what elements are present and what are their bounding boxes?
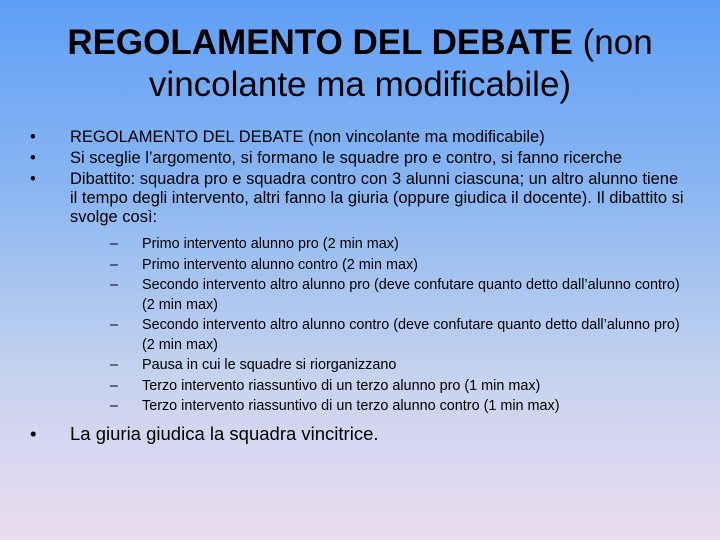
sub-list xyxy=(70,235,690,417)
title-rest: (non vincolante ma modificabile) xyxy=(148,23,653,104)
slide-content xyxy=(30,128,690,447)
dash-icon: – xyxy=(110,236,119,252)
sub-item-text: Terzo intervento riassuntivo di un terzo alunno contro (1 min max) xyxy=(142,398,560,414)
bullet-text: Si sceglie l’argomento, si formano le squadre pro e contro, si fanno ricerche xyxy=(70,149,623,167)
bullet-text: La giuria giudica la squadra vincitrice. xyxy=(70,422,379,444)
bullet-item xyxy=(30,170,690,417)
bullet-icon: • xyxy=(30,422,37,444)
sub-item-text: Pausa in cui le squadre si riorganizzano xyxy=(142,357,397,373)
bullet-icon: • xyxy=(30,128,36,146)
sub-item xyxy=(70,235,690,255)
dash-icon: – xyxy=(110,277,119,293)
sub-item-text: Secondo intervento altro alunno contro (deve confutare quanto detto dall’alunno pro) (2 min max) xyxy=(142,317,680,353)
title-bold: REGOLAMENTO DEL DEBATE xyxy=(67,23,573,62)
sub-item-text: Secondo intervento altro alunno pro (deve confutare quanto detto dall’alunno contro) (2 min max) xyxy=(142,277,680,313)
sub-item-text: Primo intervento alunno pro (2 min max) xyxy=(142,236,399,252)
dash-icon: – xyxy=(110,317,119,333)
bullet-item xyxy=(30,149,690,168)
slide-title xyxy=(60,22,660,106)
sub-item xyxy=(70,397,690,417)
dash-icon: – xyxy=(110,357,119,373)
sub-item xyxy=(70,276,690,315)
sub-item xyxy=(70,256,690,276)
bullet-text: REGOLAMENTO DEL DEBATE (non vincolante ma modificabile) xyxy=(70,128,545,146)
bullet-list xyxy=(30,128,690,445)
dash-icon: – xyxy=(110,398,119,414)
bullet-icon: • xyxy=(30,149,36,167)
bullet-text: Dibattito: squadra pro e squadra contro con 3 alunni ciascuna; un altro alunno tiene il tempo degli intervento, altri fanno la giuria (oppure giudica il docente). Il dibattito si svolge così: xyxy=(70,170,684,226)
dash-icon: – xyxy=(110,256,119,273)
bullet-item xyxy=(30,423,690,445)
sub-item-text: Terzo intervento riassuntivo di un terzo alunno pro (1 min max) xyxy=(142,377,541,394)
dash-icon: – xyxy=(110,377,119,394)
sub-item xyxy=(70,356,690,376)
sub-item xyxy=(70,377,690,397)
bullet-item xyxy=(30,128,690,147)
sub-item-text: Primo intervento alunno contro (2 min max) xyxy=(142,256,418,273)
bullet-icon: • xyxy=(30,170,36,188)
sub-item xyxy=(70,316,690,355)
